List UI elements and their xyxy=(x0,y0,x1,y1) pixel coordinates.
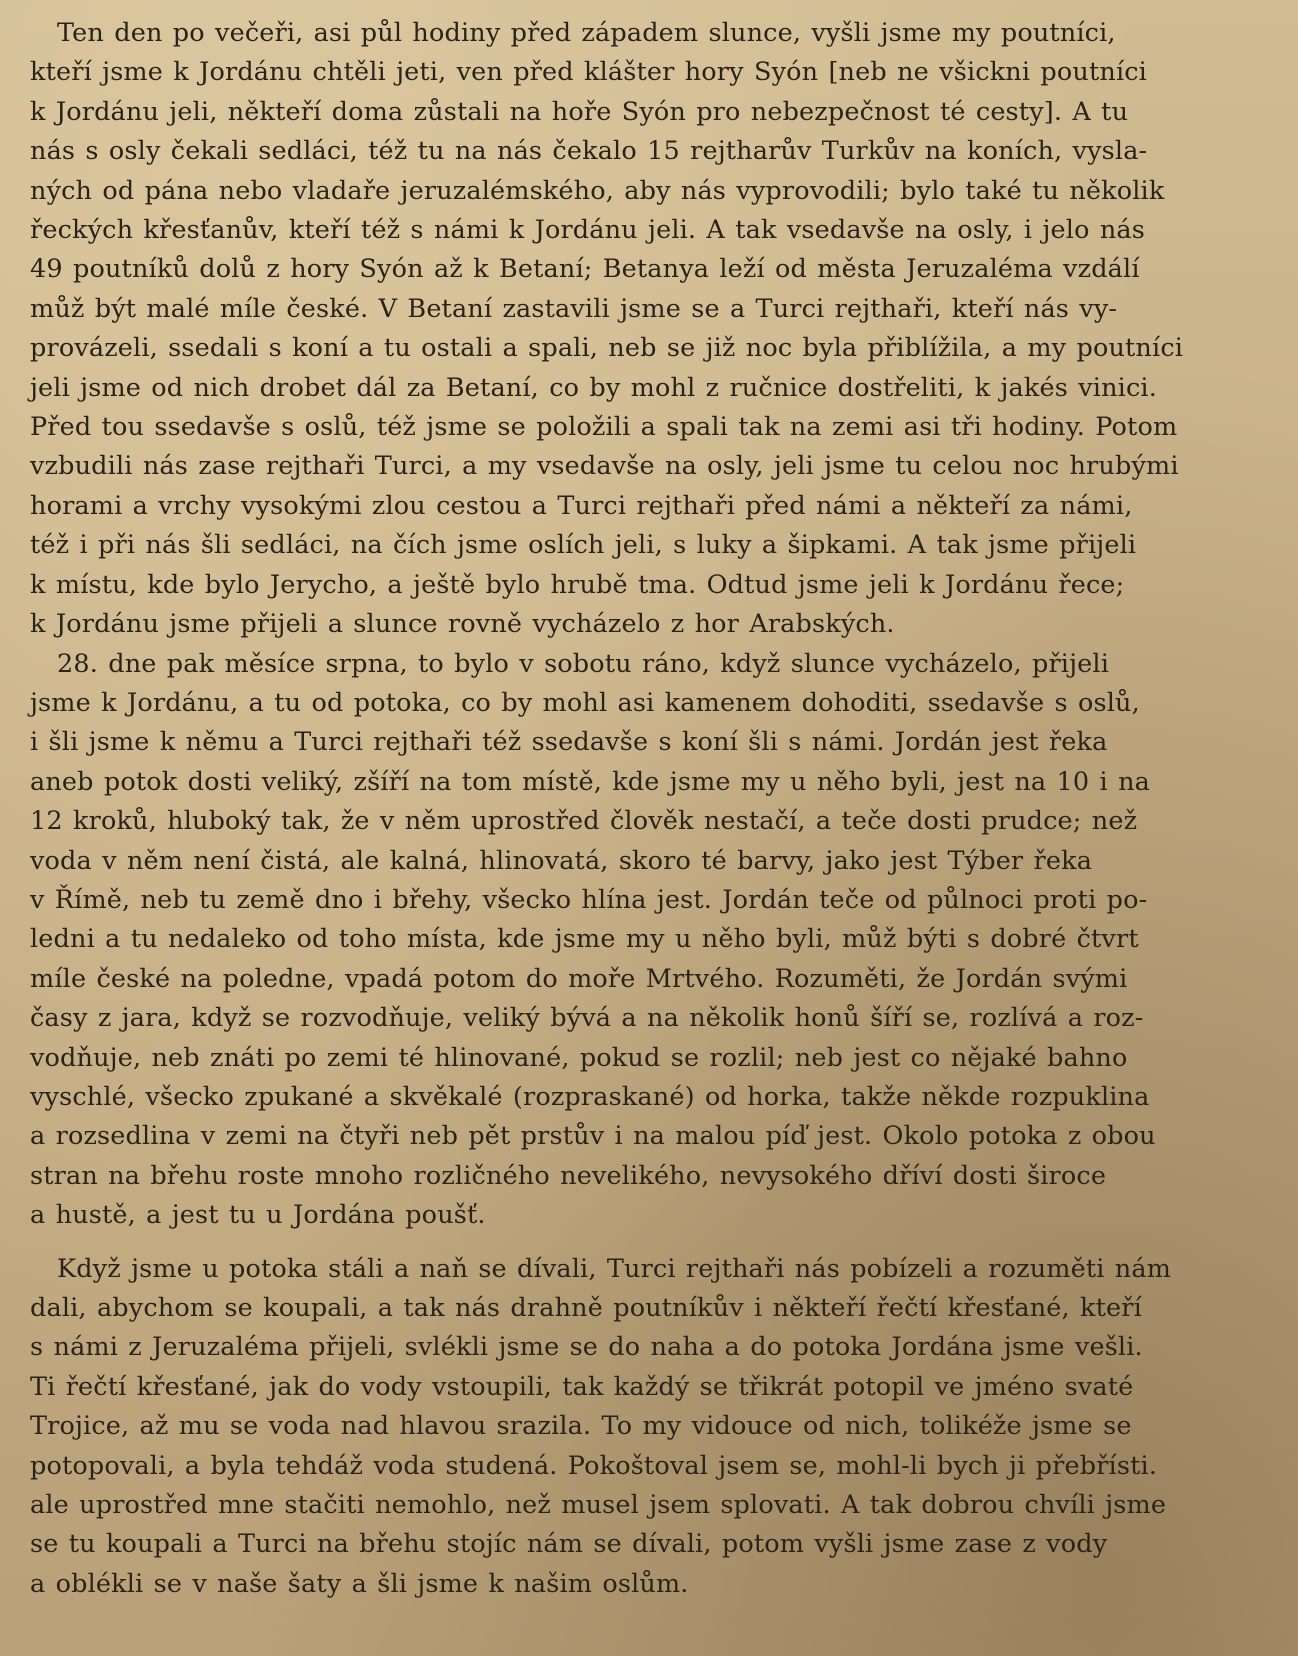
text-line: dali, abychom se koupali, a tak nás drahně poutníkův i někteří řečtí křesťané, kteří xyxy=(30,1293,1142,1323)
text-line: voda v něm není čistá, ale kalná, hlinovatá, skoro té barvy, jako jest Týber řeka xyxy=(30,845,1093,876)
paragraph-2 xyxy=(30,645,1280,1236)
text-line: vzbudili nás zase rejthaři Turci, a my vsedavše na osly, jeli jsme tu celou noc hrubými xyxy=(30,451,1179,482)
text-line: a rozsedlina v zemi na čtyři neb pět prstův i na malou píď jest. Okolo potoka z obou xyxy=(30,1121,1156,1152)
text-line: časy z jara, když se rozvodňuje, veliký bývá a na několik honů šíří se, rozlívá a roz- xyxy=(30,1003,1144,1034)
text-line: Ti řečtí křesťané, jak do vody vstoupili, tak každý se třikrát potopil ve jméno svaté xyxy=(30,1371,1134,1402)
text-line: s námi z Jeruzaléma přijeli, svlékli jsme se do naha a do potoka Jordána jsme vešli. xyxy=(30,1332,1143,1363)
text-line: ale uprostřed mne stačiti nemohlo, než musel jsem splovati. A tak dobrou chvíli jsme xyxy=(30,1490,1167,1521)
text-line: jeli jsme od nich drobet dál za Betaní, co by mohl z ručnice dostřeliti, k jakés vinici. xyxy=(30,372,1157,403)
text-line: vyschlé, všecko zpukané a skvěkalé (rozpraskané) od horka, takže někde rozpuklina xyxy=(30,1081,1150,1112)
text-line: se tu koupali a Turci na břehu stojíc nám se dívali, potom vyšli jsme zase z vody xyxy=(30,1529,1108,1560)
text-line: k Jordánu jeli, někteří doma zůstali na hoře Syón pro nebezpečnost té cesty]. A tu xyxy=(30,96,1129,127)
text-line: v Římě, neb tu země dno i břehy, všecko hlína jest. Jordán teče od půlnoci proti po- xyxy=(30,884,1148,915)
text-line: též i při nás šli sedláci, na čích jsme oslích jeli, s luky a šipkami. A tak jsme přijeli xyxy=(30,530,1137,561)
text-line: 12 kroků, hluboký tak, že v něm uprostřed člověk nestačí, a teče dosti prudce; než xyxy=(30,806,1138,837)
text-line: stran na břehu roste mnoho rozličného nevelikého, nevysokého dříví dosti široce xyxy=(30,1160,1107,1191)
paragraph-spacer xyxy=(30,1236,1280,1250)
text-line: Když jsme u potoka stáli a naň se dívali, Turci rejthaři nás pobízeli a rozuměti nám xyxy=(57,1253,1172,1284)
text-line: provázeli, ssedali s koní a tu ostali a spali, neb se již noc byla přiblížila, a my poutníci xyxy=(30,333,1184,364)
text-line: vodňuje, neb znáti po zemi té hlinované, pokud se rozlil; neb jest co nějaké bahno xyxy=(30,1042,1128,1073)
text-line: 49 poutníků dolů z hory Syón až k Betaní; Betanya leží od města Jeruzaléma vzdálí xyxy=(30,254,1140,285)
text-line: Ten den po večeři, asi půl hodiny před západem slunce, vyšli jsme my poutníci, xyxy=(57,18,1116,48)
text-line: míle české na poledne, vpadá potom do moře Mrtvého. Rozuměti, že Jordán svými xyxy=(30,963,1128,994)
text-line: k Jordánu jsme přijeli a slunce rovně vycházelo z hor Arabských. xyxy=(30,609,895,640)
text-line: nás s osly čekali sedláci, též tu na nás čekalo 15 rejtharův Turkův na koních, vysla- xyxy=(30,136,1148,167)
text-line: ledni a tu nedaleko od toho místa, kde jsme my u něho byli, můž býti s dobré čtvrt xyxy=(30,924,1139,955)
text-line: potopovali, a byla tehdáž voda studená. Pokoštoval jsem se, mohl-li bych ji přebřísti. xyxy=(30,1450,1158,1481)
text-line: kteří jsme k Jordánu chtěli jeti, ven před klášter hory Syón [neb ne všickni poutníci xyxy=(30,57,1147,88)
text-line: Před tou ssedavše s oslů, též jsme se položili a spali tak na zemi asi tři hodiny. Potom xyxy=(30,412,1178,443)
text-line: můž být malé míle české. V Betaní zastavili jsme se a Turci rejthaři, kteří nás vy- xyxy=(30,293,1118,324)
page-text xyxy=(30,14,1280,1604)
text-line: i šli jsme k němu a Turci rejthaři též ssedavše s koní šli s námi. Jordán jest řeka xyxy=(30,727,1108,758)
text-line: řeckých křesťanův, kteří též s námi k Jordánu jeli. A tak vsedavše na osly, i jelo nás xyxy=(30,215,1146,246)
text-line: horami a vrchy vysokými zlou cestou a Turci rejthaři před námi a někteří za námi, xyxy=(30,490,1133,521)
text-line: a hustě, a jest tu u Jordána poušť. xyxy=(30,1200,486,1231)
text-line: jsme k Jordánu, a tu od potoka, co by mohl asi kamenem dohoditi, ssedavše s oslů, xyxy=(30,687,1140,718)
text-line: a oblékli se v naše šaty a šli jsme k našim oslům. xyxy=(30,1568,689,1599)
text-line: aneb potok dosti veliký, zšíří na tom místě, kde jsme my u něho byli, jest na 10 i na xyxy=(30,766,1151,797)
text-line: ných od pána nebo vladaře jeruzalémského, aby nás vyprovodili; bylo také tu několik xyxy=(30,175,1165,206)
text-line: Trojice, až mu se voda nad hlavou srazila. To my vidouce od nich, tolikéže jsme se xyxy=(30,1411,1132,1442)
text-line: 28. dne pak měsíce srpna, to bylo v sobotu ráno, když slunce vycházelo, přijeli xyxy=(57,648,1110,679)
paragraph-1 xyxy=(30,14,1280,645)
text-line: k místu, kde bylo Jerycho, a ještě bylo hrubě tma. Odtud jsme jeli k Jordánu řece; xyxy=(30,569,1125,600)
paragraph-3 xyxy=(30,1250,1280,1605)
